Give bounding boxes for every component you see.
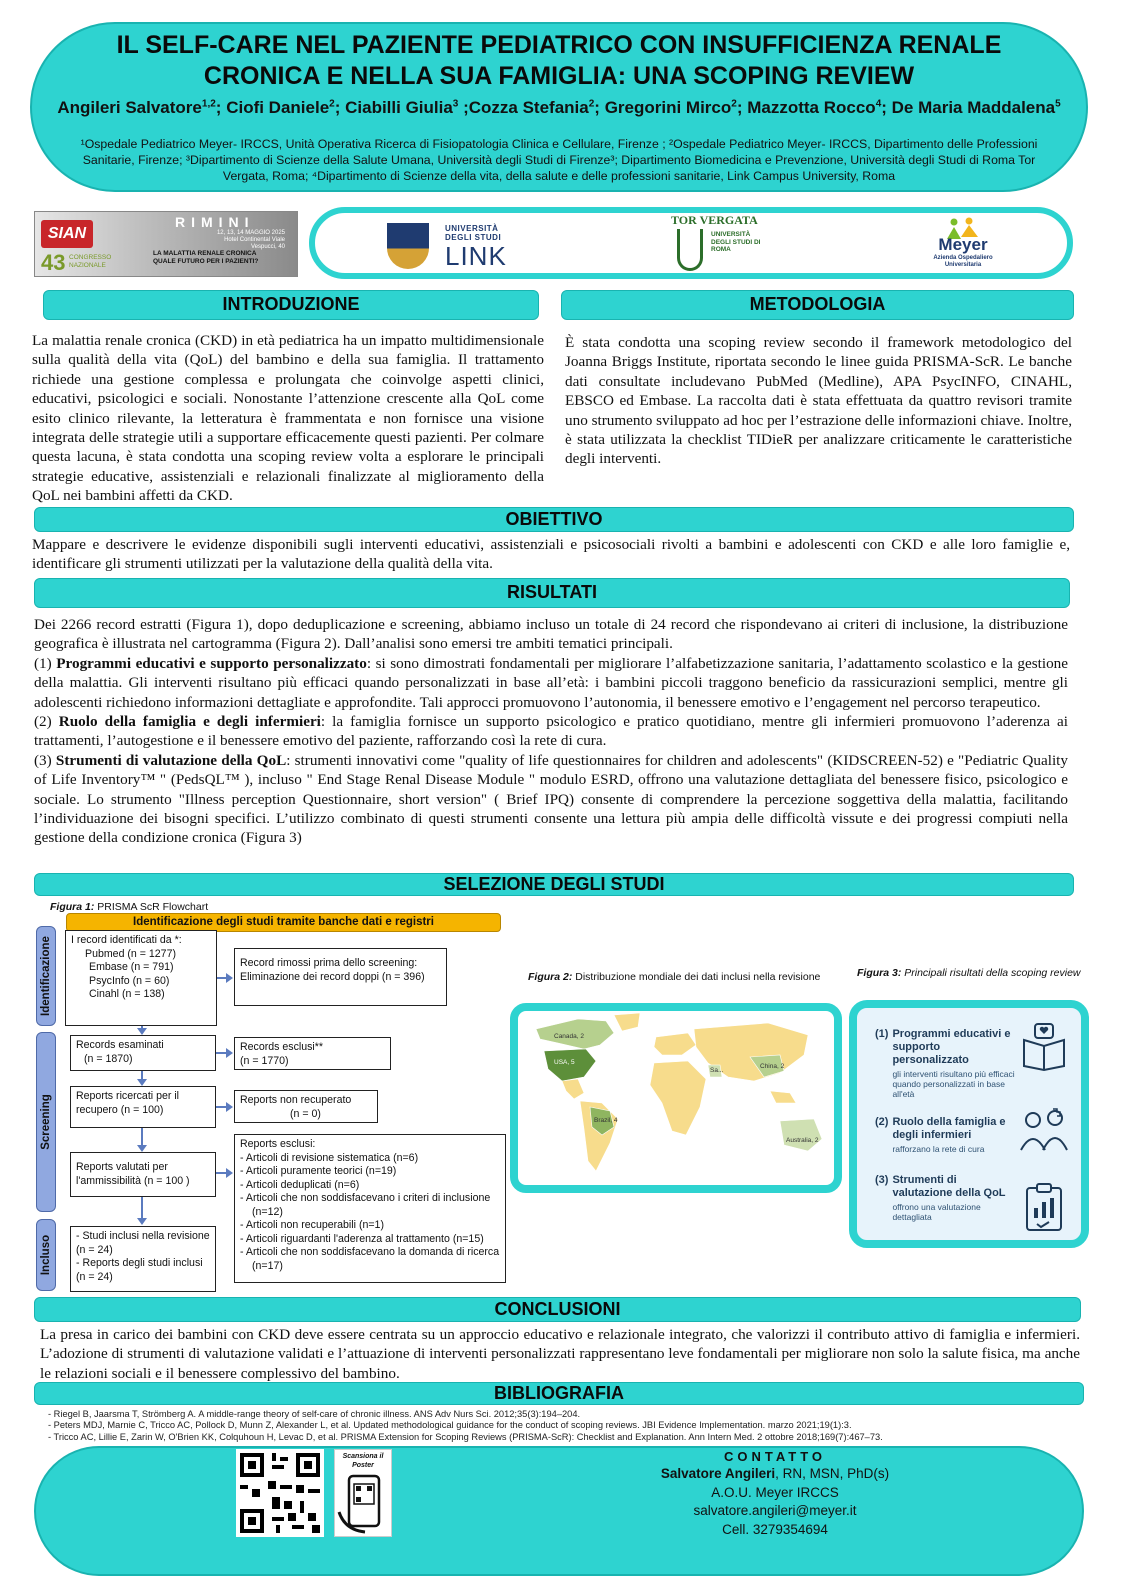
phase-identificazione: [36, 926, 56, 1026]
obiettivo-heading: OBIETTIVO: [34, 507, 1074, 532]
world-map-figure: [510, 1003, 842, 1193]
sian-congress-logo: [34, 211, 298, 277]
author-affiliation-sup: 2: [731, 98, 737, 110]
reports-excluded-item: - Articoli che non soddisfacevano la domanda di ricerca (n=17): [240, 1246, 500, 1272]
fig3-item-2: [875, 1116, 1015, 1154]
reports-excluded-item: - Articoli che non soddisfacevano i criteri di inclusione (n=12): [240, 1192, 491, 1218]
screened-count: (n = 1870): [84, 1052, 133, 1065]
risultati-p2-num: (2): [34, 713, 59, 731]
fig3-item-2-num: (2): [875, 1116, 889, 1128]
phase-screening-label: Screening: [40, 1094, 52, 1150]
phone-scan-icon: [335, 1472, 391, 1534]
meyer-logo: [923, 215, 1003, 275]
fig3-item-1-num: (1): [875, 1028, 889, 1040]
qr-code-icon: [236, 1449, 324, 1537]
tor-vergata-logo: [671, 213, 781, 275]
map-label-sa: Sa...: [710, 1067, 724, 1074]
map-label-australia: Australia, 2: [786, 1137, 819, 1144]
link-small-text: UNIVERSITÀ DEGLI STUDI: [445, 224, 502, 242]
box-records-screened: [70, 1035, 216, 1071]
excluded-title: Records esclusi**: [240, 1041, 324, 1053]
arrow-right-2: [216, 1052, 227, 1054]
author-affiliation-sup: 5: [1055, 98, 1061, 110]
sian-mark: SIAN: [41, 220, 93, 248]
contact-name: Salvatore Angileri: [660, 1466, 776, 1481]
removed-duplicates: Eliminazione dei record doppi (n = 396): [240, 970, 425, 983]
contact-block: [560, 1448, 990, 1539]
tor-vergata-title: TOR VERGATA: [671, 213, 758, 227]
bibliography-item: - Tricco AC, Lillie E, Zarin W, O'Brien KK, Colquhoun H, Levac D, et al. PRISMA Extension for Scoping Reviews (PRISMA-ScR): Checklist and Explanation. Ann Intern Med. 2 ottobre 2018;169(7):467–73.: [48, 1431, 883, 1442]
map-label-usa: USA, 5: [554, 1059, 575, 1066]
clipboard-chart-icon: [1019, 1182, 1069, 1232]
phase-screening: [36, 1032, 56, 1212]
sian-congress-label: CONGRESSO NAZIONALE: [69, 254, 112, 269]
metodologia-text: È stata condotta una scoping review secondo il framework metodologico del Joanna Briggs Institute, riportata secondo le linee guida PRISMA-ScR. Le banche dati consultate includevano PubMed (Medline), APA PsycINFO, CINAHL, EBSCO ed Embase. La raccolta dati è stata effettuata da quattro revisori tramite uno strumento sviluppato ad hoc per l’estrazione delle informazioni chiave. Inoltre, è stata utilizzata la checklist TIDieR per analizzare criticamente le caratteristiche degli interventi.: [565, 334, 1072, 468]
arrow-right-1: [217, 977, 227, 979]
meyer-name: Meyer: [938, 235, 988, 254]
fig3-item-3-heading: Strumenti di valutazione della QoL: [892, 1174, 1006, 1199]
reports-excluded-item: - Articoli non recuperabili (n=1): [240, 1219, 384, 1231]
risultati-p1-num: (1): [34, 654, 57, 672]
university-logos-bar: [309, 207, 1073, 279]
author-separator: ;: [594, 98, 605, 117]
tor-vergata-sub: UNIVERSITÀ DEGLI STUDI DI ROMA: [711, 231, 761, 253]
box-records-removed: [234, 948, 447, 1006]
contact-email[interactable]: salvatore.angileri@meyer.it: [693, 1503, 857, 1518]
risultati-text: [34, 615, 1068, 848]
phase-identificazione-label: Identificazione: [40, 936, 52, 1016]
box-reports-sought: [70, 1086, 216, 1128]
figure-1-label: Figura 1:: [50, 901, 95, 913]
figure-1-caption: [50, 901, 208, 913]
box-reports-not-retrieved: [234, 1090, 378, 1123]
book-heart-icon: [1019, 1022, 1069, 1072]
contact-title: CONTATTO: [723, 1449, 827, 1464]
author-separator: ;: [736, 98, 748, 117]
fig3-item-1: [875, 1028, 1015, 1099]
author-name: De Maria Maddalena: [891, 98, 1056, 117]
arrow-right-4: [216, 1172, 227, 1174]
reports-excluded-item: - Articoli deduplicati (n=6): [240, 1178, 360, 1191]
author-affiliation-sup: 4: [875, 98, 882, 110]
assessed-text: Reports valutati per l'ammissibilità (n = 100 ): [76, 1161, 190, 1187]
box-reports-assessed: [70, 1152, 216, 1197]
arrow-right-3: [216, 1106, 227, 1108]
map-label-china: China, 2: [760, 1063, 785, 1070]
flowchart-banner: Identificazione degli studi tramite banche dati e registri: [66, 913, 501, 932]
excluded-count: (n = 1770): [240, 1054, 289, 1067]
fig3-item-2-heading: Ruolo della famiglia e degli infermieri: [892, 1116, 1006, 1141]
arrow-down-4: [141, 1197, 143, 1219]
author-name: Ciofi Daniele: [226, 98, 330, 117]
not-retrieved-count: (n = 0): [290, 1107, 321, 1120]
removed-title: Record rimossi prima dello screening:: [240, 957, 418, 969]
link-university-logo: [387, 217, 517, 273]
figure-2-caption: [528, 971, 820, 983]
title-line-1: IL SELF-CARE NEL PAZIENTE PEDIATRICO CON INSUFFICIENZA RENALE: [116, 31, 1002, 59]
fig3-item-3-sub: offrono una valutazione dettagliata: [892, 1202, 981, 1222]
box-records-identified: [65, 930, 217, 1026]
sian-topic: LA MALATTIA RENALE CRONICA QUALE FUTURO PER I PAZIENTI?: [153, 250, 259, 265]
risultati-p1-text: : si sono dimostrati fondamentali per migliorare l’alfabetizzazione sanitaria, l’adattamento scolastico e la gestione della malattia. Gli interventi risultano più efficaci quando personalizzati in base all’età: i bambini piccoli traggono beneficio da rassicurazioni semplici, mentre gli adolescenti richiedono informazioni dettagliate e approfondite. Tali approcci promuovono l’autonomia, il benessere emotivo e l’engagement nel percorso terapeutico.: [34, 654, 1069, 711]
author-name: Mazzotta Rocco: [747, 98, 876, 117]
author-name: Gregorini Mirco: [604, 98, 732, 117]
contact-phone: Cell. 3279354694: [722, 1521, 828, 1537]
sought-text: Reports ricercati per il recupero (n = 100): [76, 1090, 180, 1116]
reports-excluded-item: - Articoli di revisione sistematica (n=6): [240, 1151, 419, 1164]
risultati-p3-bold: Strumenti di valutazione della QoL: [55, 751, 287, 769]
map-label-canada: Canada, 2: [554, 1033, 584, 1040]
phase-incluso-label: Incluso: [40, 1234, 52, 1276]
reports-excluded-list: [240, 1152, 500, 1274]
author-affiliation-sup: 1,2: [201, 98, 216, 110]
risultati-p3-text: : strumenti innovativi come "quality of life questionnaires for children and adolescents" (KIDSCREEN-52) e "Pediatric Quality of Life Inventory™ " (PedsQL™ ), incluso " End Stage Renal Disease Module " modulo ESRD, offrono una valutazione dettagliata del benessere fisico, psicologico e sociale. Lo strumento "Illness perception Questionnaire, short version" ( Brief IPQ) consente di comprendere la percezione soggettiva della malattia, facilitando l’individuazione dei bisogni specifici. L’utilizzo combinato di questi strumenti consente una lettura più ampia delle difficoltà vissute e dei progressi compiuti nella gestione della condizione cronica (Figura 3): [34, 751, 1068, 847]
introduzione-heading: INTRODUZIONE: [43, 290, 539, 320]
bibliografia-heading: BIBLIOGRAFIA: [34, 1382, 1084, 1405]
fig3-item-2-sub: rafforzano la rete di cura: [892, 1144, 985, 1154]
risultati-heading: RISULTATI: [34, 578, 1070, 608]
figure-2-title: Distribuzione mondiale dei dati inclusi nella revisione: [572, 971, 821, 983]
conclusioni-text: La presa in carico dei bambini con CKD deve essere centrata su un approccio educativo e relazionale integrato, che valorizzi il contributo attivo di famiglia e infermieri. L’adozione di strumenti di valutazione validati e l’attuazione di interventi personalizzati rappresentano leve fondamentali per migliorare non solo la salute fisica, ma anche le relazioni sociali e il benessere complessivo del bambino.: [40, 1326, 1080, 1382]
link-big-text: LINK: [445, 241, 507, 271]
author-affiliation-sup: 2: [588, 98, 595, 110]
obiettivo-text: Mappare e descrivere le evidenze disponibili sugli interventi educativi, assistenziali e psicosociali rivolti a bambini e adolescenti con CKD e alle loro famiglie e, identificare gli strumenti utilizzati per la valutazione della qualità della vita.: [32, 536, 1070, 573]
metodologia-heading: METODOLOGIA: [561, 290, 1074, 320]
qr-code[interactable]: [236, 1449, 324, 1537]
risultati-p3-num: (3): [34, 751, 56, 769]
author-separator: ;: [334, 98, 346, 117]
risultati-p2-text: : la famiglia fornisce un supporto psicologico e pratico quotidiano, mentre gli infermieri promuovono l’aderenza ai trattamenti, l’autogestione e il benessere emotivo del paziente, rafforzando così la rete di cura.: [34, 713, 1068, 750]
screened-title: Records esaminati: [76, 1039, 164, 1051]
identified-title: I record identificati da *:: [71, 934, 182, 946]
included-studies: - Studi inclusi nella revisione (n = 24): [76, 1230, 210, 1256]
reports-excluded-item: - Articoli riguardanti l'aderenza al trattamento (n=15): [240, 1232, 484, 1245]
map-label-brazil: Brazil, 4: [594, 1117, 618, 1124]
scan-label: Scansiona il Poster: [342, 1453, 384, 1469]
family-nurse-icon: [1019, 1106, 1069, 1156]
author-name: Cozza Stefania: [468, 98, 589, 117]
figure-3-title: Principali risultati della scoping review: [901, 967, 1081, 979]
author-separator: ;: [458, 98, 469, 117]
box-studies-included: [70, 1226, 216, 1292]
risultati-p2-bold: Ruolo della famiglia e degli infermieri: [58, 713, 321, 731]
poster-title: [92, 30, 1026, 92]
link-shield-icon: [387, 223, 429, 269]
scan-poster-box: [334, 1449, 392, 1537]
contact-credentials: , RN, MSN, PhD(s): [775, 1466, 890, 1481]
introduzione-text: La malattia renale cronica (CKD) in età pediatrica ha un impatto multidimensionale sulla qualità della vita (QoL) del bambino e della sua famiglia. Il trattamento richiede una gestione complessa e prolungata che coinvolge aspetti clinici, educativi, psicologici e sociali. Nonostante l’attenzione crescente alla QoL come esito clinico rilevante, la letteratura è frammentata e non fornisce una visione integrata delle strategie utili a supportare efficacemente questi pazienti. Per colmare questa lacuna, è stata condotta una scoping review volta a esplorare le principali strategie educative, assistenziali e relazionali finalizzate al miglioramento della QoL nei bambini affetti da CKD.: [32, 332, 544, 505]
figure-1-title: PRISMA ScR Flowchart: [94, 901, 209, 913]
arrow-down-1: [141, 1026, 143, 1029]
risultati-intro: Dei 2266 record estratti (Figura 1), dopo deduplicazione e screening, abbiamo incluso un totale di 24 record che rispondevano ai criteri di inclusione, la distribuzione geografica è illustrata nel cartogramma (Figura 2). Dall’analisi sono emersi tre ambiti tematici principali.: [34, 616, 1068, 653]
sian-city: RIMINI: [175, 214, 255, 230]
box-reports-excluded: [234, 1134, 506, 1283]
author-name: Ciabilli Giulia: [345, 98, 453, 117]
author-name: Angileri Salvatore: [57, 98, 202, 117]
authors-line: [42, 98, 1076, 118]
affiliations: ¹Ospedale Pediatrico Meyer- IRCCS, Unità Operativa Ricerca di Fisiopatologia Clinica e Cellulare, Firenze ; ²Ospedale Pediatrico Meyer- IRCCS, Dipartimento delle Professioni Sanitarie, Firenze; ³Dipartimento di Scienze della Salute Umana, Università degli Studi di Firenze³; Dipartimento Biomedicina e Prevenzione, Università degli Studi di Roma Tor Vergata, Roma; ⁴Dipartimento di Scienze della vita, della salute e delle professioni sanitarie, Link Campus University, Roma: [80, 137, 1038, 183]
sian-details: 12, 13, 14 MAGGIO 2025 Hotel Continental Viale Vespucci, 40: [216, 230, 285, 250]
identified-embase: Embase (n = 791): [89, 961, 174, 973]
contact-org: A.O.U. Meyer IRCCS: [711, 1484, 839, 1500]
reports-excluded-item: - Articoli puramente teorici (n=19): [240, 1165, 397, 1177]
fig3-item-3-num: (3): [875, 1174, 889, 1186]
arrow-down-2: [141, 1071, 143, 1080]
figure-3-label: Figura 3:: [857, 967, 902, 979]
arrow-down-3: [141, 1128, 143, 1146]
bibliography-item: - Riegel B, Jaarsma T, Strömberg A. A middle-range theory of self-care of chronic illness. ANS Adv Nurs Sci. 2012;35(3):194–204.: [48, 1409, 581, 1419]
conclusioni-heading: CONCLUSIONI: [34, 1297, 1081, 1322]
author-affiliation-sup: 3: [452, 98, 459, 110]
reports-excluded-title: Reports esclusi:: [240, 1138, 316, 1150]
poster-header: [30, 22, 1088, 192]
key-results-figure: [849, 1000, 1089, 1248]
fig3-item-1-sub: gli interventi risultano più efficaci quando personalizzati in base all'età: [892, 1069, 1015, 1099]
box-records-excluded: [234, 1037, 391, 1070]
identified-cinahl: Cinahl (n = 138): [89, 988, 165, 1000]
not-retrieved-title: Reports non recuperato: [240, 1094, 352, 1106]
title-line-2: CRONICA E NELLA SUA FAMIGLIA: UNA SCOPING REVIEW: [203, 62, 915, 90]
fig3-item-3: [875, 1174, 1015, 1222]
fig3-item-1-heading: Programmi educativi e supporto personalizzato: [892, 1028, 1011, 1066]
author-separator: ;: [881, 98, 892, 117]
selezione-heading: SELEZIONE DEGLI STUDI: [34, 873, 1074, 896]
meyer-sub: Azienda Ospedaliero Universitaria: [933, 255, 993, 268]
risultati-p1-bold: Programmi educativi e supporto personalizzato: [56, 654, 367, 672]
phase-incluso: [36, 1219, 56, 1291]
author-affiliation-sup: 2: [329, 98, 335, 110]
tor-vergata-mark-icon: [677, 229, 703, 271]
author-separator: ;: [215, 98, 227, 117]
bibliography-list: [48, 1409, 1078, 1443]
sian-number: 43: [41, 250, 66, 275]
identified-psycinfo: PsycInfo (n = 60): [89, 974, 170, 987]
figure-3-caption: [857, 967, 1081, 979]
figure-2-label: Figura 2:: [528, 971, 573, 983]
included-reports: - Reports degli studi inclusi (n = 24): [76, 1257, 203, 1283]
bibliography-item: - Peters MDJ, Marnie C, Tricco AC, Pollock D, Munn Z, Alexander L, et al. Updated methodological guidance for the conduct of scoping reviews. JBI Evidence Implementation. marzo 2021;19(1):3.: [48, 1420, 852, 1431]
identified-pubmed: Pubmed (n = 1277): [85, 947, 176, 960]
